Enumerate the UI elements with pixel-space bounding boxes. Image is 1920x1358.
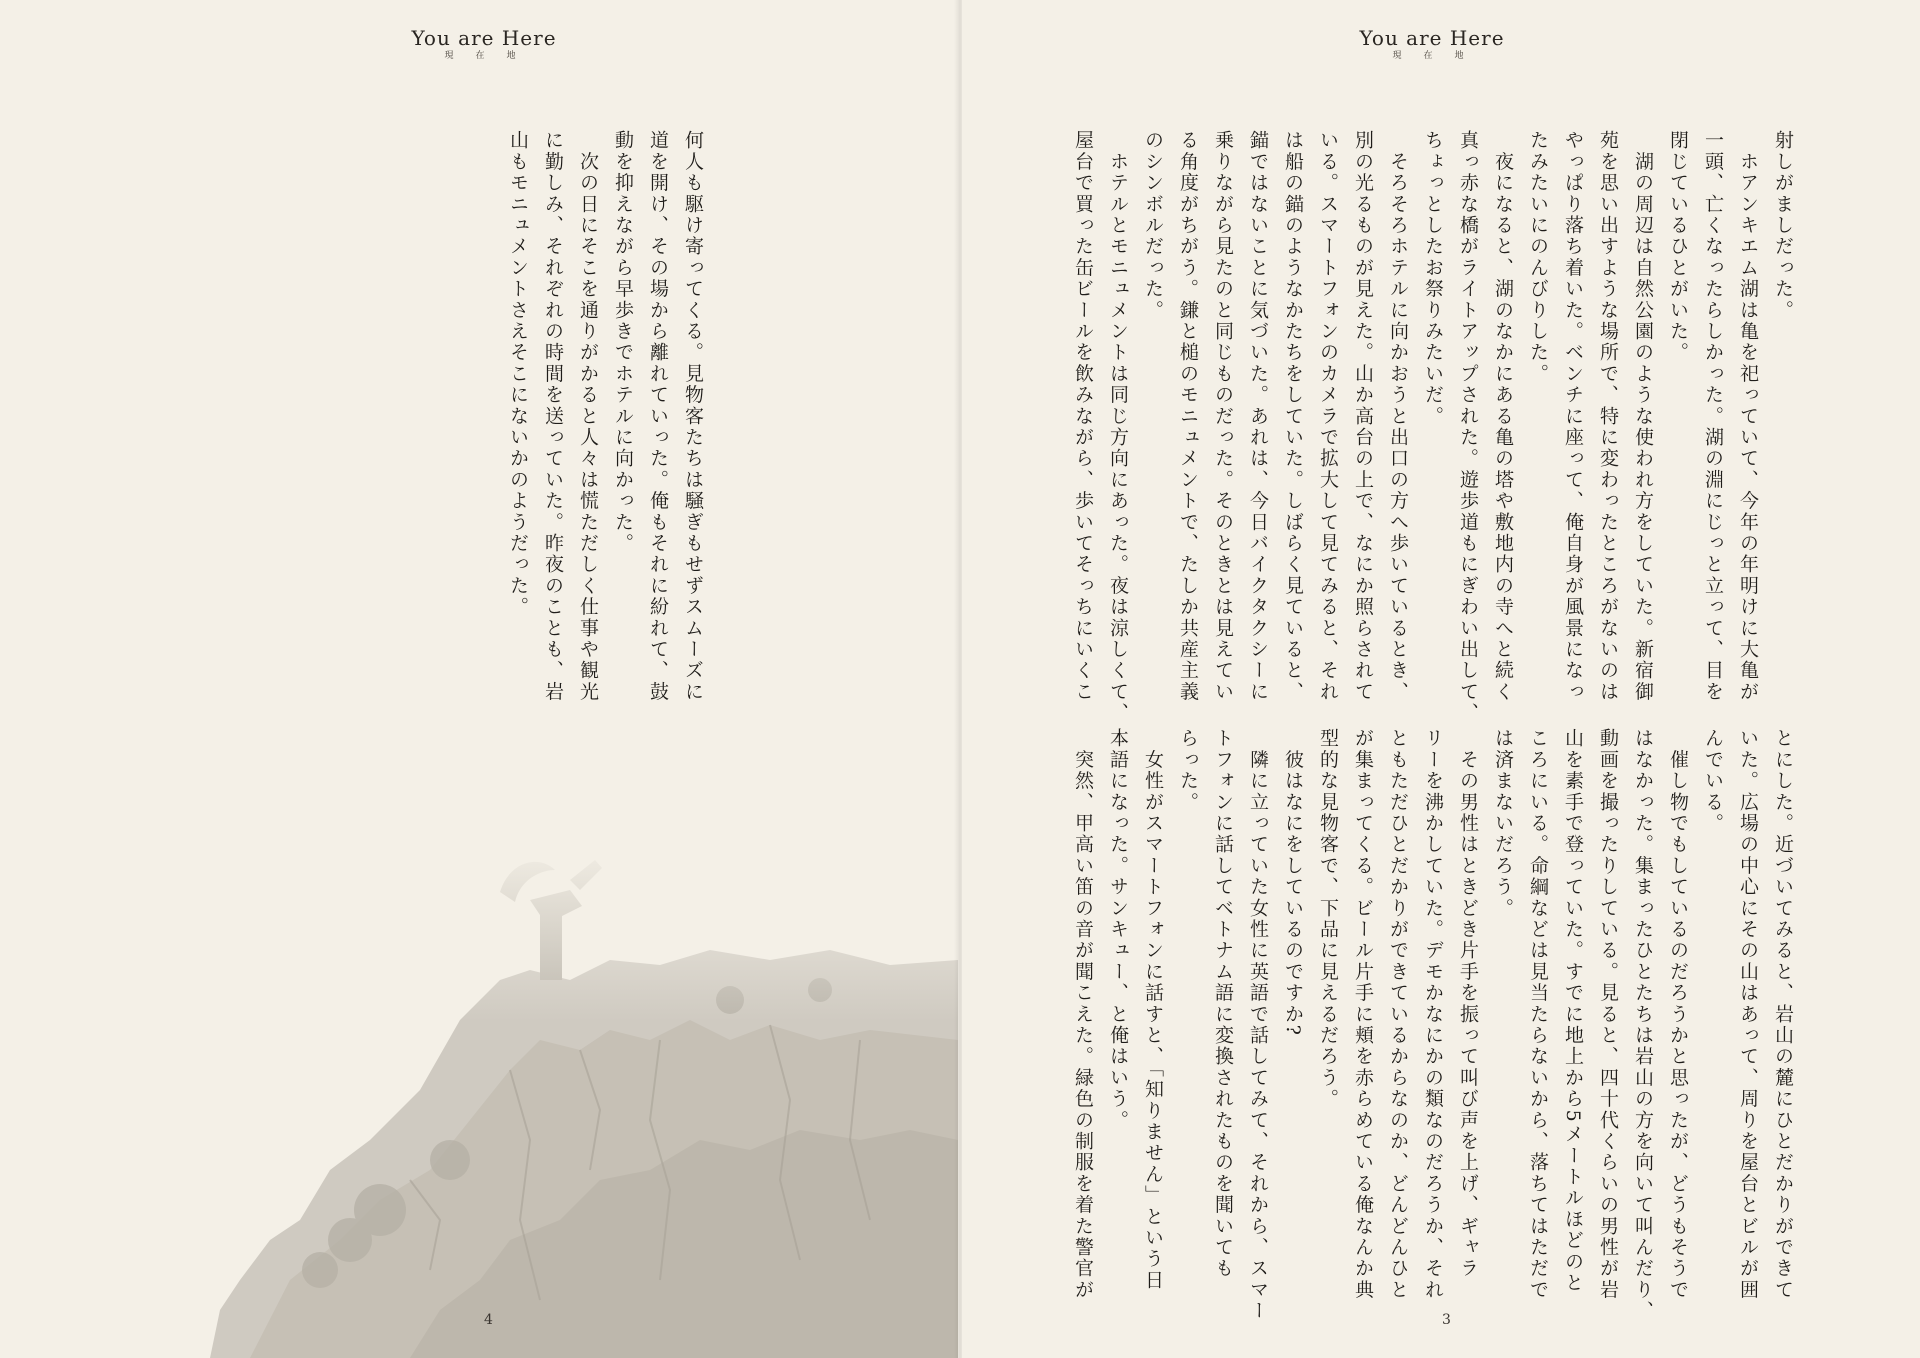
text-line: ちょっとしたお祭りみたいだ。 bbox=[1422, 130, 1444, 427]
text-line: 動画を撮ったりしている。見ると、四十代くらいの男性が岩 bbox=[1597, 728, 1619, 1301]
text-line: いた。広場の中心にその山はあって、周りを屋台とビルが囲 bbox=[1737, 728, 1759, 1301]
rock-monument-photo bbox=[210, 840, 958, 1358]
text-line: トフォンに話してベトナム語に変換されたものを聞いても bbox=[1212, 728, 1234, 1280]
right-body-text-upper bbox=[1065, 130, 1800, 724]
text-line: 屋台で買った缶ビールを飲みながら、歩いてそっちにいくこ bbox=[1072, 130, 1094, 703]
text-line: 道を開け、その場から離れていった。俺もそれに紛れて、鼓 bbox=[647, 130, 669, 703]
running-header bbox=[364, 26, 604, 61]
text-line: いる。スマートフォンのカメラで拡大して見てみると、それ bbox=[1317, 130, 1339, 703]
text-line: 本語になった。サンキュー、と俺はいう。 bbox=[1107, 728, 1129, 1131]
text-line: はなかった。集まったひとたちは岩山の方を向いて叫んだり、 bbox=[1632, 728, 1654, 1322]
text-line: 女性がスマートフォンに話すと、「知りません」という日 bbox=[1142, 728, 1164, 1291]
text-line: 型的な見物客で、下品に見えるだろう。 bbox=[1317, 728, 1339, 1110]
header-ruby: 現在地 bbox=[444, 51, 538, 61]
header-title: You are Here bbox=[411, 26, 557, 50]
text-line: 閉じているひとがいた。 bbox=[1667, 130, 1689, 364]
text-line: 隣に立っていた女性に英語で話してみて、それから、スマー bbox=[1247, 728, 1269, 1322]
text-line: は船の錨のようなかたちをしていた。しばらく見ていると、 bbox=[1282, 130, 1304, 703]
text-line: のシンボルだった。 bbox=[1142, 130, 1164, 321]
text-line: 次の日にそこを通りがかると人々は慌ただしく仕事や観光 bbox=[577, 130, 599, 703]
right-page bbox=[962, 0, 1920, 1358]
text-line: 山を素手で登っていた。すでに地上から5メートルほどのと bbox=[1562, 728, 1584, 1294]
text-line: らった。 bbox=[1177, 728, 1199, 813]
header-title: You are Here bbox=[1359, 26, 1505, 50]
text-line: 彼はなにをしているのですか? bbox=[1282, 728, 1304, 1038]
text-line: る角度がちがう。鎌と槌のモニュメントで、たしか共産主義 bbox=[1177, 130, 1199, 703]
page-number: 4 bbox=[484, 1312, 493, 1328]
text-line: たみたいにのんびりした。 bbox=[1527, 130, 1549, 385]
text-line: ホテルとモニュメントは同じ方向にあった。夜は涼しくて、 bbox=[1107, 130, 1129, 724]
text-line: その男性はときどき片手を振って叫び声を上げ、ギャラ bbox=[1457, 728, 1479, 1280]
page-number: 3 bbox=[1442, 1312, 1451, 1328]
header-ruby: 現在地 bbox=[1392, 51, 1486, 61]
text-line: が集まってくる。ビール片手に頬を赤らめている俺なんか典 bbox=[1352, 728, 1374, 1301]
right-body-text-lower bbox=[1065, 728, 1800, 1322]
left-page bbox=[0, 0, 958, 1358]
text-line: は済まないだろう。 bbox=[1492, 728, 1514, 919]
text-line: 山もモニュメントさえそこにないかのようだった。 bbox=[507, 130, 529, 618]
left-body-text bbox=[500, 130, 710, 703]
text-line: 苑を思い出すような場所で、特に変わったところがないのは bbox=[1597, 130, 1619, 703]
text-line: んでいる。 bbox=[1702, 728, 1724, 834]
text-line: 突然、甲高い笛の音が聞こえた。緑色の制服を着た警官が bbox=[1072, 728, 1094, 1301]
text-line: やっぱり落ち着いた。ベンチに座って、俺自身が風景になっ bbox=[1562, 130, 1584, 703]
text-line: 射しがましだった。 bbox=[1772, 130, 1794, 321]
running-header bbox=[1312, 26, 1552, 61]
text-line: 動を抑えながら早歩きでホテルに向かった。 bbox=[612, 130, 634, 554]
text-line: 何人も駆け寄ってくる。見物客たちは騒ぎもせずスムーズに bbox=[682, 130, 704, 703]
text-line: に勤しみ、それぞれの時間を送っていた。昨夜のことも、岩 bbox=[542, 130, 564, 703]
text-line: 真っ赤な橋がライトアップされた。遊歩道もにぎわい出して、 bbox=[1457, 130, 1479, 724]
text-line: リーを沸かしていた。デモかなにかの類なのだろうか、それ bbox=[1422, 728, 1444, 1301]
text-line: とにした。近づいてみると、岩山の麓にひとだかりができて bbox=[1772, 728, 1794, 1301]
text-line: 錨ではないことに気づいた。あれは、今日バイクタクシーに bbox=[1247, 130, 1269, 703]
text-line: 別の光るものが見えた。山か高台の上で、なにか照らされて bbox=[1352, 130, 1374, 703]
text-line: ころにいる。命綱などは見当たらないから、落ちてはただで bbox=[1527, 728, 1549, 1301]
text-line: ともただひとだかりができているからなのか、どんどんひと bbox=[1387, 728, 1409, 1301]
text-line: そろそろホテルに向かおうと出口の方へ歩いているとき、 bbox=[1387, 130, 1409, 703]
text-line: 催し物でもしているのだろうかと思ったが、どうもそうで bbox=[1667, 728, 1689, 1301]
text-line: ホアンキエム湖は亀を祀っていて、今年の年明けに大亀が bbox=[1737, 130, 1759, 703]
text-line: 夜になると、湖のなかにある亀の塔や敷地内の寺へと続く bbox=[1492, 130, 1514, 703]
text-line: 乗りながら見たのと同じものだった。そのときとは見えてい bbox=[1212, 130, 1234, 703]
text-line: 一頭、亡くなったらしかった。湖の淵にじっと立って、目を bbox=[1702, 130, 1724, 703]
text-line: 湖の周辺は自然公園のような使われ方をしていた。新宿御 bbox=[1632, 130, 1654, 703]
